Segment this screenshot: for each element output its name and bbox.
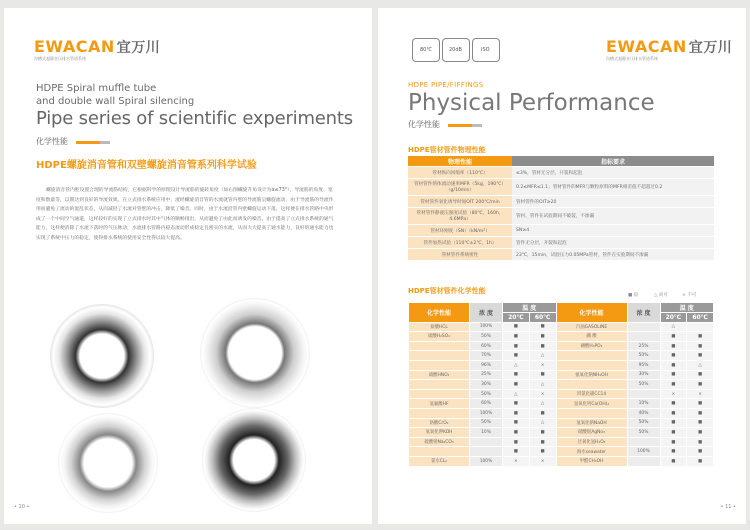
table-row bbox=[409, 380, 714, 390]
chem-value-cell: ■ bbox=[687, 437, 714, 447]
chem-value-cell: ■ bbox=[687, 370, 714, 380]
chem-value-cell: △ bbox=[660, 322, 687, 332]
chem-name-cell: 硫酸钠Na₂CO₃ bbox=[409, 437, 470, 447]
chem-value-cell: × bbox=[687, 389, 714, 399]
chem-conc-cell: 50% bbox=[627, 380, 660, 390]
chem-conc-cell: 50% bbox=[470, 418, 503, 428]
physical-requirement-cell: ≤3%，管材无分层，开裂和起泡 bbox=[512, 167, 714, 179]
physical-requirement-cell: 管件无分层，开裂和起泡 bbox=[512, 237, 714, 249]
chem-header-temp: 温 度 bbox=[503, 303, 557, 313]
chem-value-cell: ■ bbox=[529, 341, 556, 351]
chem-value-cell: ■ bbox=[503, 370, 530, 380]
table-row bbox=[409, 360, 714, 370]
brand-tagline: 沟槽式超静音压排水管道系统 bbox=[34, 56, 86, 61]
chem-value-cell: △ bbox=[687, 360, 714, 370]
chem-name-cell bbox=[556, 380, 627, 390]
chem-value-cell: ■ bbox=[660, 351, 687, 361]
table-row bbox=[409, 408, 714, 418]
chem-value-cell: ■ bbox=[687, 408, 714, 418]
chem-value-cell: ■ bbox=[503, 341, 530, 351]
chem-value-cell: △ bbox=[503, 389, 530, 399]
chem-value-cell: × bbox=[660, 389, 687, 399]
chem-conc-cell: 10% bbox=[470, 428, 503, 438]
chem-name-cell: 氯水CL₂ bbox=[409, 456, 470, 466]
chem-value-cell: ■ bbox=[529, 332, 556, 342]
chem-name-cell: 汽油GASOLINE bbox=[556, 322, 627, 332]
chem-conc-cell: 50% bbox=[470, 332, 503, 342]
table-row bbox=[408, 225, 714, 237]
chem-name-cell: 四氯化碳CC14 bbox=[556, 389, 627, 399]
chem-value-cell: ■ bbox=[660, 408, 687, 418]
chem-header-prop: 化学性能 bbox=[409, 303, 470, 323]
chem-conc-cell: 50% bbox=[470, 389, 503, 399]
legend-stable: ■ 稳 bbox=[628, 293, 639, 298]
accent-bar bbox=[76, 141, 100, 144]
table-row bbox=[409, 341, 714, 351]
chem-value-cell: ■ bbox=[660, 380, 687, 390]
right-page bbox=[378, 8, 746, 524]
section-physical: HDPE管材管件物理性能 bbox=[408, 146, 486, 154]
heading-en-line2: and double wall Spiral silencing bbox=[36, 96, 195, 107]
chem-conc-cell: 96% bbox=[470, 360, 503, 370]
heading-en-line1: HDPE Spiral muffle tube bbox=[36, 83, 157, 94]
physical-property-cell: 管材管件氧化诱导时间OIT 200℃/min bbox=[408, 196, 512, 208]
chem-value-cell: △ bbox=[529, 399, 556, 409]
physical-property-cell: 管件加热试验（110℃±2℃，1h） bbox=[408, 237, 512, 249]
table-row bbox=[408, 208, 714, 225]
chem-conc-cell bbox=[470, 437, 503, 447]
chem-name-cell: 硫酸H₂SO₄ bbox=[409, 332, 470, 342]
pipe-photo-2 bbox=[200, 298, 310, 408]
chem-header-temp-2: 温 度 bbox=[660, 303, 714, 313]
chem-value-cell: ■ bbox=[660, 418, 687, 428]
chem-conc-cell: 50% bbox=[627, 418, 660, 428]
chem-conc-cell: 40% bbox=[627, 408, 660, 418]
table-row bbox=[408, 179, 714, 196]
chem-name-cell bbox=[556, 408, 627, 418]
chem-conc-cell: 50% bbox=[627, 428, 660, 438]
page-number-right: • 11 • bbox=[720, 504, 736, 510]
table-row bbox=[409, 428, 714, 438]
chem-name-cell bbox=[556, 360, 627, 370]
brand-tagline-right: 沟槽式超静音压排水管道系统 bbox=[606, 56, 658, 61]
chem-name-cell: 铬酸CrO₃ bbox=[409, 418, 470, 428]
physical-requirement-cell: SN≥4 bbox=[512, 225, 714, 237]
physical-table bbox=[408, 156, 714, 261]
chem-conc-cell: 25% bbox=[627, 341, 660, 351]
physical-property-cell: 管材管件熔体流动速率MFR（5kg，190℃）（g/10min） bbox=[408, 179, 512, 196]
chem-conc-cell: 10% bbox=[627, 399, 660, 409]
heading-en-line3: Pipe series of scientific experiments bbox=[36, 108, 353, 129]
chem-value-cell: ■ bbox=[503, 447, 530, 457]
chem-name-cell bbox=[409, 341, 470, 351]
chem-name-cell: 海水seawater bbox=[556, 447, 627, 457]
chem-name-cell: 氨氧化钠NH₄OH bbox=[556, 370, 627, 380]
chem-value-cell: × bbox=[529, 360, 556, 370]
physical-property-cell: 管材管件系统密性 bbox=[408, 249, 512, 261]
left-page bbox=[4, 8, 372, 524]
legend-fair: △ 尚可 bbox=[654, 293, 668, 298]
chem-value-cell: × bbox=[529, 389, 556, 399]
physical-requirement-cell: 管材、管件在试验期间不破裂，不渗漏 bbox=[512, 208, 714, 225]
chem-value-cell: ■ bbox=[529, 408, 556, 418]
chem-value-cell: ■ bbox=[687, 351, 714, 361]
chem-value-cell: ■ bbox=[503, 437, 530, 447]
physical-requirement-cell: 0.2≤MFR≤1.1；管材管件的MFR与颗粒原料的MFR相差值不超超过0.2 bbox=[512, 179, 714, 196]
chem-name-cell: 甲醛CH₃OH bbox=[556, 456, 627, 466]
chem-value-cell: ■ bbox=[660, 437, 687, 447]
chem-value-cell: ■ bbox=[660, 341, 687, 351]
table-row bbox=[409, 322, 714, 332]
chem-value-cell: × bbox=[503, 456, 530, 466]
chem-value-cell: ■ bbox=[503, 428, 530, 438]
chem-value-cell: ■ bbox=[687, 399, 714, 409]
chem-value-cell: ■ bbox=[687, 341, 714, 351]
chem-name-cell: 盐酸HCL bbox=[409, 322, 470, 332]
table-row bbox=[409, 399, 714, 409]
table-row bbox=[408, 237, 714, 249]
table-row bbox=[408, 167, 714, 179]
physical-requirement-cell: 管材管件的OIT≥20 bbox=[512, 196, 714, 208]
chem-conc-cell: 30% bbox=[627, 370, 660, 380]
chem-name-cell: 氢氟酸HF bbox=[409, 399, 470, 409]
chem-conc-cell bbox=[627, 456, 660, 466]
chem-header-conc: 浓 度 bbox=[470, 303, 503, 323]
page-number: • 10 • bbox=[14, 504, 30, 510]
chem-name-cell: 氢氧化钾KOH bbox=[409, 428, 470, 438]
chem-conc-cell: 25% bbox=[470, 370, 503, 380]
chem-name-cell: 硼 酸 bbox=[556, 332, 627, 342]
chem-value-cell: ■ bbox=[660, 428, 687, 438]
chem-name-cell bbox=[409, 389, 470, 399]
table-row bbox=[409, 332, 714, 342]
table-row bbox=[409, 456, 714, 466]
chem-value-cell: ■ bbox=[660, 370, 687, 380]
table-row bbox=[408, 196, 714, 208]
chem-conc-cell bbox=[627, 332, 660, 342]
physical-requirement-cell: 23℃，15min，试验压力0.05MPa管材，管件在实验期间不渗漏 bbox=[512, 249, 714, 261]
chem-value-cell: ■ bbox=[660, 332, 687, 342]
chem-value-cell: ■ bbox=[660, 456, 687, 466]
chem-value-cell: ■ bbox=[503, 351, 530, 361]
chem-value-cell: △ bbox=[529, 418, 556, 428]
chem-value-cell: ■ bbox=[660, 360, 687, 370]
chem-conc-cell: 95% bbox=[627, 360, 660, 370]
chem-label-right: 化学性能 bbox=[408, 120, 440, 129]
page-title: Physical Performance bbox=[408, 90, 655, 116]
chem-value-cell: ■ bbox=[687, 332, 714, 342]
chem-value-cell: △ bbox=[503, 360, 530, 370]
chem-conc-cell: 50% bbox=[627, 351, 660, 361]
table-row bbox=[409, 447, 714, 457]
physical-property-cell: 管材纵向回缩率（110℃） bbox=[408, 167, 512, 179]
chem-value-cell: × bbox=[529, 456, 556, 466]
pipe-photo-1 bbox=[50, 304, 154, 408]
section-chemical: HDPE管材管件化学性能 bbox=[408, 287, 486, 295]
table-row bbox=[409, 389, 714, 399]
chem-conc-cell: 60% bbox=[470, 341, 503, 351]
chem-name-cell bbox=[409, 447, 470, 457]
chem-conc-cell: 30% bbox=[470, 380, 503, 390]
chem-value-cell: ■ bbox=[503, 408, 530, 418]
chem-name-cell: 氢氧化钠NaOH bbox=[556, 418, 627, 428]
chem-value-cell: ■ bbox=[503, 399, 530, 409]
chem-conc-cell: 100% bbox=[470, 408, 503, 418]
chem-conc-cell: 70% bbox=[470, 351, 503, 361]
chem-value-cell: ■ bbox=[503, 418, 530, 428]
chem-name-cell bbox=[409, 351, 470, 361]
chem-value-cell: ■ bbox=[529, 447, 556, 457]
chem-name-cell: 磷酸H₃PO₄ bbox=[556, 341, 627, 351]
chem-header-20c-2: 20℃ bbox=[660, 313, 687, 323]
chem-value-cell: △ bbox=[529, 351, 556, 361]
chem-header-conc-2: 浓 度 bbox=[627, 303, 660, 323]
chem-name-cell: 硝酸HNO₃ bbox=[409, 370, 470, 380]
chem-value-cell: ■ bbox=[660, 447, 687, 457]
chem-value-cell bbox=[687, 322, 714, 332]
chemical-table bbox=[408, 302, 714, 467]
accent-bar-grey bbox=[100, 141, 110, 144]
physical-property-cell: 管材环刚度（SN）（kN/m²） bbox=[408, 225, 512, 237]
physical-header-prop: 物理性能 bbox=[408, 156, 512, 167]
chem-value-cell: ■ bbox=[660, 399, 687, 409]
pipe-photo-4 bbox=[202, 408, 306, 512]
chem-value-cell: ■ bbox=[503, 380, 530, 390]
chem-label: 化学性能 bbox=[36, 137, 68, 146]
brand-logo-right: EWACAN 宜万川 bbox=[606, 37, 733, 56]
chem-value-cell: ■ bbox=[503, 322, 530, 332]
page-title-cn: HDPE螺旋消音管和双壁螺旋消音管系列科学试验 bbox=[36, 160, 257, 171]
table-row bbox=[409, 351, 714, 361]
chem-name-cell bbox=[556, 351, 627, 361]
pipe-photo-3 bbox=[58, 413, 158, 513]
chem-conc-cell: 100% bbox=[470, 322, 503, 332]
chem-conc-cell bbox=[470, 447, 503, 457]
physical-header-req: 指标要求 bbox=[512, 156, 714, 167]
thermometer-icon: 80℃ bbox=[412, 38, 440, 62]
table-row bbox=[409, 418, 714, 428]
chem-name-cell: 氢氧化钙Ca(OH)₂ bbox=[556, 399, 627, 409]
iso-badge-icon: ISO bbox=[472, 38, 500, 62]
chem-conc-cell bbox=[627, 322, 660, 332]
chem-value-cell: ■ bbox=[687, 447, 714, 457]
chem-name-cell bbox=[409, 380, 470, 390]
chem-header-20c: 20℃ bbox=[503, 313, 530, 323]
chem-header-60c: 60℃ bbox=[529, 313, 556, 323]
chem-header-prop-2: 化学性能 bbox=[556, 303, 627, 323]
brand-logo: EWACAN 宜万川 bbox=[34, 37, 161, 56]
chem-header-60c-2: 60℃ bbox=[687, 313, 714, 323]
chem-value-cell: ■ bbox=[529, 437, 556, 447]
chem-value-cell: △ bbox=[529, 380, 556, 390]
chem-conc-cell: 100% bbox=[627, 447, 660, 457]
chem-value-cell: ■ bbox=[687, 456, 714, 466]
legend-no: × 不可 bbox=[682, 293, 697, 298]
chem-value-cell: ■ bbox=[687, 428, 714, 438]
chem-conc-cell: 100% bbox=[470, 456, 503, 466]
accent-bar-grey-right bbox=[472, 124, 482, 127]
chem-value-cell: ■ bbox=[503, 332, 530, 342]
description-paragraph: 螺旋消音管内腔设置合理的导流筋结构，它根据科学的原理设计导流筋的旋转角度（如右图螺旋升角设计为α≤73°），导流筋的角度、宽度和数量等，以期达到良好的导流效果。在立式排水系统应用中，流经螺旋消音管的水流就管内壁的导流筋呈螺旋流动，由于导流筋的导流作用而避免了流动的混乱状态，从而减轻了水流对管壁的冲击，降低了噪音。同时，由于水流沿管内壁螺旋运动下落，这样便在排水管路中央形成了一个中间空气通道，这样较好的实现了立式排水时其中气体的顺畅排出，从而避免了由此而诱发的噪音。由于提高了立式排水系统的通气能力，这样便消除了水流下落时的气压脉动，水流排水管路内稳态流动形成稳定且密实的水流，从而大大提高了通水能力，良好的通水能力也实现了系统中压力的稳定，使得排水系统的使用安全性得以较大提高。 bbox=[36, 188, 334, 241]
sound-icon: 20dB bbox=[442, 38, 470, 62]
table-row bbox=[409, 370, 714, 380]
chem-value-cell: ■ bbox=[529, 370, 556, 380]
chem-value-cell: ■ bbox=[529, 322, 556, 332]
table-row bbox=[408, 249, 714, 261]
chem-name-cell bbox=[409, 360, 470, 370]
chem-conc-cell: 60% bbox=[470, 399, 503, 409]
table-row bbox=[409, 437, 714, 447]
chem-name-cell: 过氧化氢H₂O₂ bbox=[556, 437, 627, 447]
accent-bar-right bbox=[448, 124, 472, 127]
chem-conc-cell bbox=[627, 389, 660, 399]
chem-value-cell: ■ bbox=[687, 380, 714, 390]
chem-conc-cell bbox=[627, 437, 660, 447]
chem-name-cell: 硝酸银AgNo₃ bbox=[556, 428, 627, 438]
chem-name-cell bbox=[409, 408, 470, 418]
chem-value-cell: ■ bbox=[529, 428, 556, 438]
hdpe-label: HDPE PIPE/FIFFINGS bbox=[408, 81, 484, 89]
physical-property-cell: 管材管件静液压强度试验（80℃，160h，4.6MPa） bbox=[408, 208, 512, 225]
chem-value-cell: ■ bbox=[687, 418, 714, 428]
